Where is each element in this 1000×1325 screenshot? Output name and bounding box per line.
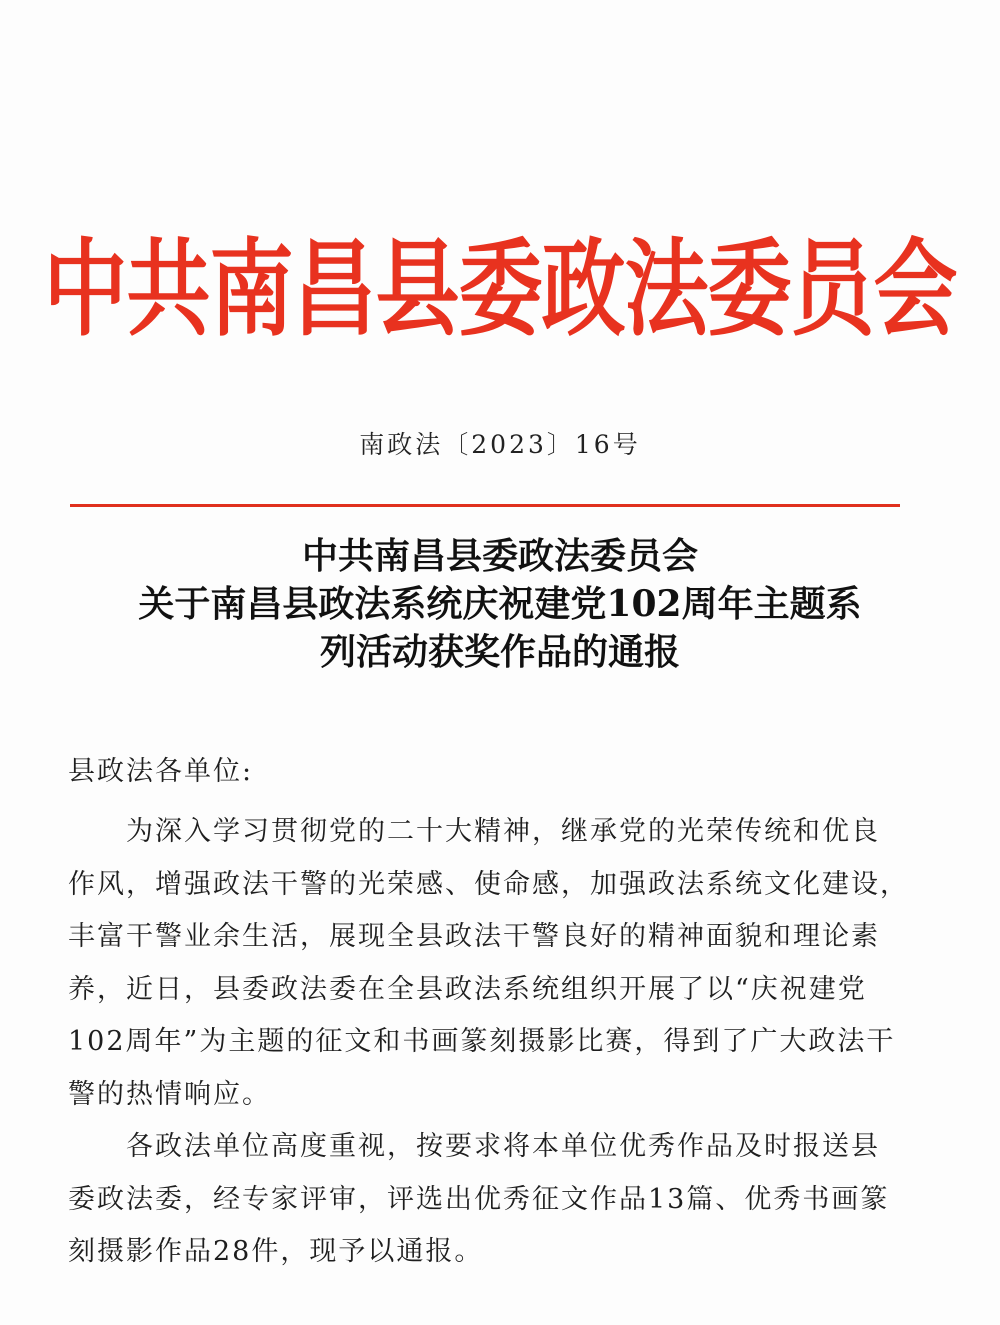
body-line: 各政法单位高度重视，按要求将本单位优秀作品及时报送县: [126, 1131, 880, 1162]
notice-title: [40, 532, 960, 676]
masthead-title: 中共南昌县委政法委员会: [43, 228, 957, 351]
salutation: 县政法各单位:: [68, 756, 254, 787]
body-line: 养，近日，县委政法委在全县政法系统组织开展了以“庆祝建党: [68, 973, 867, 1005]
body-line: 委政法委，经专家评审，评选出优秀征文作品13篇、优秀书画篆: [68, 1183, 890, 1215]
body-line: 作风，增强政法干警的光荣感、使命感，加强政法系统文化建设，: [68, 868, 909, 900]
body-line: 为深入学习贯彻党的二十大精神，继承党的光荣传统和优良: [126, 816, 880, 847]
body-line: 丰富干警业余生活，展现全县政法干警良好的精神面貌和理论素: [68, 921, 880, 952]
document-number: 南政法〔2023〕16号: [359, 430, 641, 459]
red-separator-line: [70, 504, 900, 507]
body-line: 102周年”为主题的征文和书画篆刻摄影比赛，得到了广大政法干: [68, 1026, 896, 1057]
body-text: [68, 806, 940, 1279]
title-line: 中共南昌县委政法委员会: [301, 535, 698, 577]
body-line: 刻摄影作品28件，现予以通报。: [68, 1236, 484, 1267]
title-line: 列活动获奖作品的通报: [319, 631, 680, 673]
body-line: 警的热情响应。: [68, 1078, 271, 1110]
title-line: 关于南昌县政法系统庆祝建党102周年主题系: [138, 583, 862, 625]
